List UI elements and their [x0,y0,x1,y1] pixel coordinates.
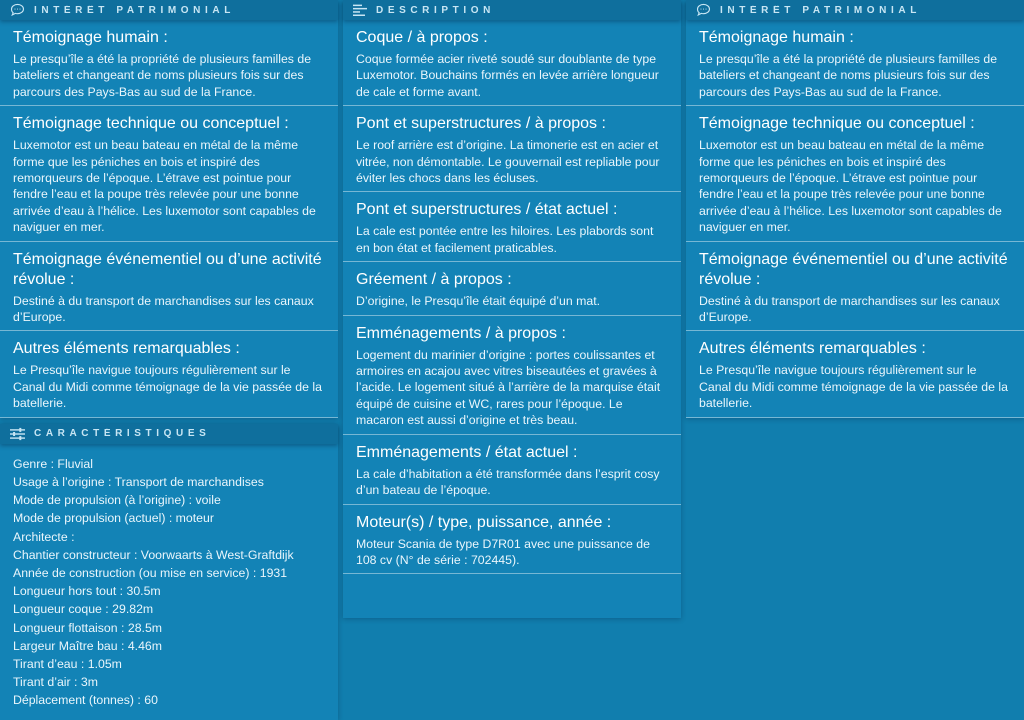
section-pont-etat-actuel [343,192,681,262]
section-heading: Témoignage technique ou conceptuel : [699,115,975,133]
section-body: Logement du marinier d’origine : portes coulissantes et armoires en acajou avec vitres biseautées et gravées à l’acide. Le logement situé à l’arrière de la marquise était équipé de cuisine et WC, rares pour l’époque. Le macaron est aussi d’origine et très beau. [356,347,661,428]
align-left-icon [353,4,367,17]
panel-title: CARACTÉRISTIQUES [34,428,211,440]
section-body: Destiné à du transport de marchandises sur les canaux d’Europe. [13,293,314,325]
section-autres-elements [686,331,1024,417]
section-heading: Autres éléments remarquables : [13,340,240,358]
section-temoignage-evenementiel [0,242,338,332]
section-body: Le Presqu’île navigue toujours régulièrement sur le Canal du Midi comme témoignage de la vie passée de la batellerie. [13,363,322,411]
section-heading: Témoignage événementiel ou d’une activité révolue : [699,250,1008,288]
section-temoignage-evenementiel [686,242,1024,332]
panel-interet-patrimonial-left [0,0,338,418]
section-heading: Emménagements / état actuel : [356,443,578,461]
column-left [0,0,338,708]
panel-title: INTÉRÊT PATRIMONIAL [720,4,921,16]
section-body: Moteur Scania de type D7R01 avec une puissance de 108 cv (N° de série : 702445). [356,536,650,567]
caracteristique-propulsion-actuel: Mode de propulsion (actuel) : moteur [13,511,214,526]
section-body: Luxemotor est un beau bateau en métal de la même forme que les péniches en bois et inspiré des remorqueurs de l’époque. L’étrave est pointue pour fendre l’eau et la poupe très relevée pour une bonne arrivée d’eau à l’hélice. Les luxemotor sont capables de naviguer en mer. [13,138,316,235]
section-body: Le Presqu’île navigue toujours régulièrement sur le Canal du Midi comme témoignage de la vie passée de la batellerie. [699,363,1008,411]
column-middle [343,0,681,631]
panel-header-interet-patrimonial [686,0,1024,20]
panel-header-caracteristiques [0,424,338,444]
section-heading: Témoignage événementiel ou d’une activité révolue : [13,250,322,288]
section-heading: Témoignage humain : [13,29,168,46]
section-heading: Autres éléments remarquables : [699,340,926,358]
section-emmenagements-etat-actuel [343,435,681,505]
caracteristiques-list [0,444,338,720]
panel-title: INTÉRÊT PATRIMONIAL [34,4,235,16]
section-temoignage-humain [686,20,1024,106]
section-body: Le roof arrière est d’origine. La timonerie est en acier et vitrée, non démontable. Le gouvernail est repliable pour éviter les chocs dans les écluses. [356,138,660,186]
section-temoignage-technique [0,106,338,241]
section-heading: Moteur(s) / type, puissance, année : [356,513,612,531]
section-moteurs [343,505,681,575]
caracteristique-tirant-eau: Tirant d’eau : 1.05m [13,656,122,671]
panel-header-description [343,0,681,20]
section-body: Luxemotor est un beau bateau en métal de la même forme que les péniches en bois et inspiré des remorqueurs de l’époque. L’étrave est pointue pour fendre l’eau et la poupe très relevée pour une bonne arrivée d’eau à l’hélice. Les luxemotor sont capables de naviguer en mer. [699,138,1002,235]
section-heading: Gréement / à propos : [356,271,512,289]
section-autres-elements [0,331,338,417]
caracteristique-genre: Genre : Fluvial [13,456,93,471]
section-body: Coque formée acier riveté soudé sur doublante de type Luxemotor. Bouchains formés en levée arrière longueur de cale et forme avant. [356,52,659,99]
section-body: Le presqu’île a été la propriété de plusieurs familles de bateliers et changeant de noms plusieurs fois sur des parcours des Pays-Bas au sud de la France. [13,52,312,99]
section-body: Le presqu’île a été la propriété de plusieurs familles de bateliers et changeant de noms plusieurs fois sur des parcours des Pays-Bas au sud de la France. [699,52,998,99]
caracteristique-tirant-air: Tirant d’air : 3m [13,675,98,690]
caracteristique-usage-origine: Usage à l’origine : Transport de marchandises [13,474,264,489]
section-heading: Témoignage technique ou conceptuel : [13,115,289,133]
section-heading: Pont et superstructures / état actuel : [356,201,618,219]
section-emmenagements-a-propos [343,316,681,435]
sliders-icon [10,427,25,441]
caracteristique-longueur-coque: Longueur coque : 29.82m [13,602,154,617]
section-heading: Coque / à propos : [356,29,488,46]
section-greement-a-propos [343,262,681,315]
section-body: D’origine, le Presqu’île était équipé d’un mat. [356,294,601,309]
panel-description [343,0,681,618]
caracteristique-longueur-hors-tout: Longueur hors tout : 30.5m [13,584,161,599]
panel-header-interet-patrimonial [0,0,338,20]
section-temoignage-humain [0,20,338,106]
caracteristique-chantier: Chantier constructeur : Voorwaarts à West-Graftdijk [13,547,294,562]
section-pont-a-propos [343,106,681,192]
caracteristique-annee-construction: Année de construction (ou mise en service) : 1931 [13,565,288,580]
caracteristique-deplacement: Déplacement (tonnes) : 60 [13,693,158,708]
caracteristique-propulsion-origine: Mode de propulsion (à l’origine) : voile [13,493,221,508]
section-heading: Pont et superstructures / à propos : [356,115,606,133]
section-coque-a-propos [343,20,681,106]
panel-caracteristiques [0,424,338,720]
section-temoignage-technique [686,106,1024,241]
comment-icon [696,3,711,17]
caracteristique-architecte: Architecte : [13,529,75,544]
caracteristique-largeur-maitre-bau: Largeur Maître bau : 4.46m [13,638,163,653]
section-body: La cale est pontée entre les hiloires. Les plabords sont en bon état et facilement praticables. [356,224,654,255]
section-heading: Emménagements / à propos : [356,324,566,342]
comment-icon [10,3,25,17]
section-body: La cale d’habitation a été transformée dans l’esprit cosy d’un bateau de l’époque. [356,466,660,498]
column-right [686,0,1024,631]
panel-title: DESCRIPTION [376,4,495,16]
section-body: Destiné à du transport de marchandises sur les canaux d’Europe. [699,293,1000,325]
section-heading: Témoignage humain : [699,29,854,46]
caracteristique-longueur-flottaison: Longueur flottaison : 28.5m [13,620,163,635]
panel-interet-patrimonial-right [686,0,1024,418]
